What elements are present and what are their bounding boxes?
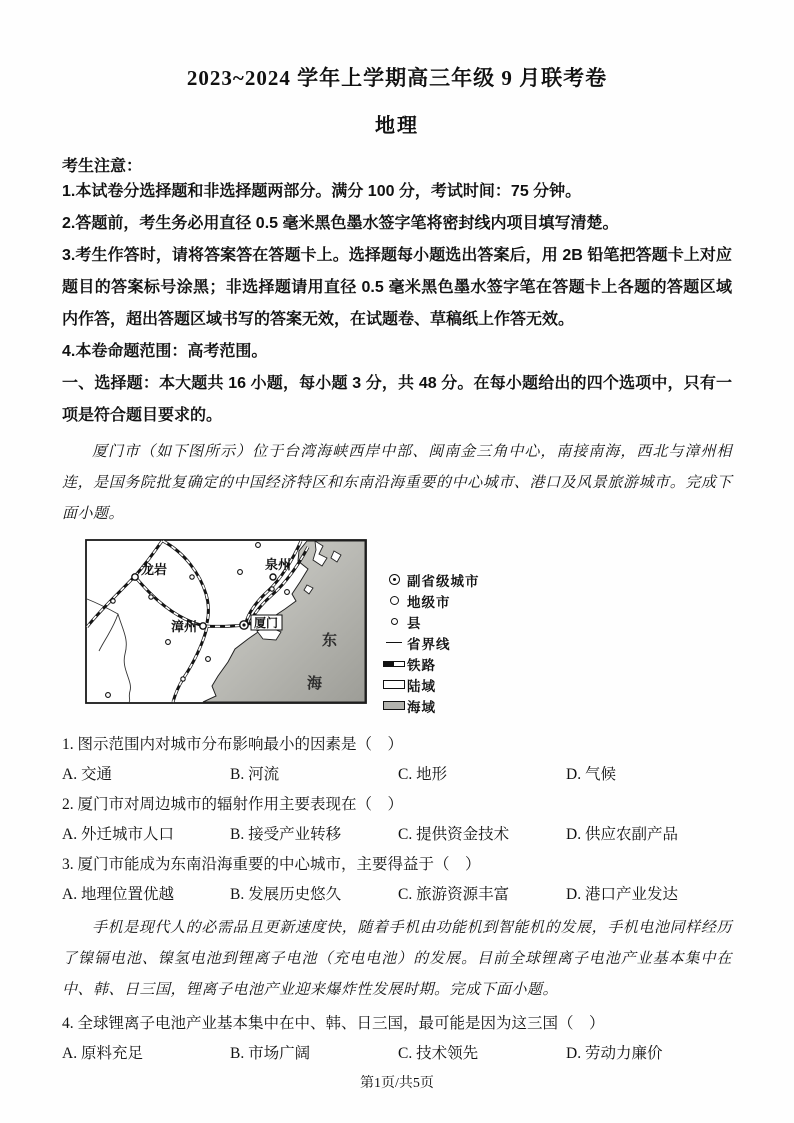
- sea-rect-icon: [381, 701, 407, 710]
- option-c: C. 旅游资源丰富: [398, 886, 510, 903]
- land-rect-icon: [381, 680, 407, 689]
- question-stem: 2. 厦门市对周边城市的辐射作用主要表现在（ ）: [62, 796, 404, 813]
- passage-2: 手机是现代人的必需品且更新速度快，随着手机由功能机到智能机的发展，手机电池同样经历了镍镉电池、镍氢电池到锂离子电池（充电电池）的发展。目前全球锂离子电池产业基本集中在中、韩、日三国，锂离子电池产业迎来爆炸性发展时期。完成下面小题。: [62, 920, 732, 998]
- notice-item-4: 4.本卷命题范围：高考范围。: [62, 343, 268, 360]
- legend-item-land: 陆域: [381, 674, 480, 695]
- question-options: [62, 880, 732, 910]
- longyan-label: 龙岩: [141, 562, 168, 577]
- option-a: A. 原料充足: [62, 1045, 143, 1062]
- zhangzhou-marker: [200, 623, 206, 629]
- option-d: D. 供应农副产品: [566, 826, 678, 843]
- quanzhou-label: 泉州: [265, 557, 292, 572]
- question-stem: 3. 厦门市能成为东南沿海重要的中心城市，主要得益于（ ）: [62, 856, 481, 873]
- option-c: C. 地形: [398, 766, 448, 783]
- notice-item-3: 3.考生作答时，请将答案答在答题卡上。选择题每小题选出答案后，用 2B 铅笔把答题卡上对应题目的答案标号涂黑；非选择题请用直径 0.5 毫米黑色墨水签字笔在答题卡上各题的答题区域内作答，超出答题区域书写的答案无效，在试题卷、草稿纸上作答无效。: [62, 247, 732, 328]
- option-c: C. 提供资金技术: [398, 826, 510, 843]
- option-d: D. 港口产业发达: [566, 886, 678, 903]
- xiamen-label: 厦门: [254, 616, 279, 630]
- small-circle-icon: [381, 618, 407, 625]
- subject-title: 地理: [375, 115, 419, 137]
- railway-icon: [381, 661, 407, 667]
- option-b: B. 接受产业转移: [230, 826, 342, 843]
- legend-item-railway: 铁路: [381, 653, 480, 674]
- question-stem: 1. 图示范围内对城市分布影响最小的因素是（ ）: [62, 736, 404, 753]
- xiamen-map-svg: [85, 539, 367, 704]
- zhangzhou-label: 漳州: [171, 619, 198, 634]
- notice-item-2: 2.答题前，考生务必用直径 0.5 毫米黑色墨水签字笔将密封线内项目填写清楚。: [62, 215, 619, 232]
- option-a: A. 交通: [62, 766, 112, 783]
- option-b: B. 发展历史悠久: [230, 886, 342, 903]
- legend-item-sea: 海域: [381, 695, 480, 716]
- question-options: [62, 1039, 732, 1069]
- question-options: [62, 820, 732, 850]
- question-options: [62, 760, 732, 790]
- map-legend: [381, 569, 480, 716]
- circle-icon: [381, 596, 407, 605]
- option-d: D. 劳动力廉价: [566, 1045, 663, 1062]
- legend-item-subprovincial-city: 副省级城市: [381, 569, 480, 590]
- xiamen-marker: [240, 621, 248, 629]
- option-a: A. 地理位置优越: [62, 886, 174, 903]
- map-region: [62, 539, 732, 716]
- notice-heading: 考生注意：: [62, 158, 143, 175]
- option-b: B. 河流: [230, 766, 280, 783]
- option-c: C. 技术领先: [398, 1045, 479, 1062]
- sea-label-east: 东: [322, 632, 338, 649]
- option-d: D. 气候: [566, 766, 616, 783]
- page-footer: 第1页/共5页: [360, 1076, 434, 1091]
- notice-item-1: 1.本试卷分选择题和非选择题两部分。满分 100 分，考试时间：75 分钟。: [62, 183, 582, 200]
- question-1: [62, 730, 732, 790]
- xiamen-map-figure: [85, 539, 367, 709]
- legend-item-county: 县: [381, 611, 480, 632]
- question-4: [62, 1009, 732, 1069]
- double-circle-icon: [381, 574, 407, 585]
- sea-label-sea: 海: [307, 675, 323, 692]
- passage-1: 厦门市（如下图所示）位于台湾海峡西岸中部、闽南金三角中心，南接南海，西北与漳州相连，是国务院批复确定的中国经济特区和东南沿海重要的中心城市、港口及风景旅游城市。完成下面小题。: [62, 444, 732, 522]
- question-stem: 4. 全球锂离子电池产业基本集中在中、韩、日三国，最可能是因为这三国（ ）: [62, 1015, 605, 1032]
- legend-item-province-line: 省界线: [381, 632, 480, 653]
- longyan-marker: [132, 574, 138, 580]
- quanzhou-marker: [270, 574, 276, 580]
- option-b: B. 市场广阔: [230, 1045, 311, 1062]
- line-icon: [381, 642, 407, 643]
- page-title: 2023~2024 学年上学期高三年级 9 月联考卷: [186, 66, 608, 90]
- question-3: [62, 850, 732, 910]
- option-a: A. 外迁城市人口: [62, 826, 174, 843]
- section-heading: 一、选择题：本大题共 16 小题，每小题 3 分，共 48 分。在每小题给出的四个选项中，只有一项是符合题目要求的。: [62, 375, 732, 424]
- legend-item-prefecture-city: 地级市: [381, 590, 480, 611]
- question-2: [62, 790, 732, 850]
